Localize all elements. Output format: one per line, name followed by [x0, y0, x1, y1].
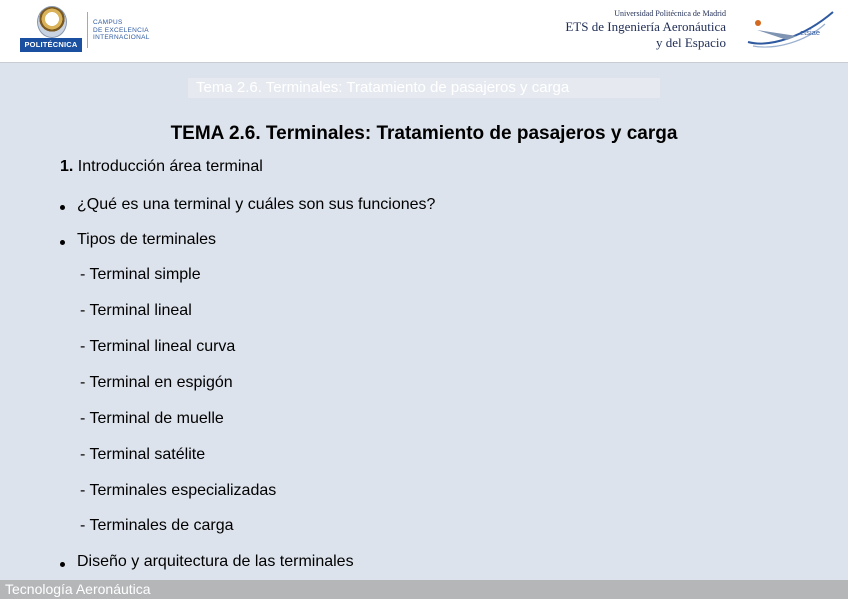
campus-line: CAMPUS	[93, 19, 123, 26]
sub-item: - Terminales de carga	[80, 517, 234, 534]
university-name: Universidad Politécnica de Madrid	[614, 9, 726, 18]
bullet-item: Diseño y arquitectura de las terminales	[77, 553, 354, 570]
sub-item: - Terminal de muelle	[80, 410, 224, 427]
etsiae-label: etsiae	[800, 28, 821, 37]
logo-divider	[87, 12, 88, 48]
slide-footer	[0, 580, 848, 599]
slide-header	[0, 0, 848, 63]
school-name-line1: ETS de Ingeniería Aeronáutica	[565, 19, 726, 34]
numbered-item	[60, 157, 263, 177]
bullet-icon	[60, 205, 65, 210]
campus-line: DE EXCELENCIA	[93, 26, 149, 34]
school-name-line2: y del Espacio	[655, 35, 726, 50]
campus-excelencia-logo	[93, 19, 150, 42]
sub-item: - Terminal lineal	[80, 302, 192, 319]
sub-item: - Terminal satélite	[80, 446, 206, 463]
etsiae-logo-icon	[745, 6, 835, 56]
sub-item: - Terminal simple	[80, 266, 201, 283]
sub-item: - Terminal en espigón	[80, 374, 233, 391]
bullet-item: Tipos de terminales	[77, 231, 217, 248]
item-number: 1.	[60, 158, 74, 175]
crest-icon	[37, 6, 67, 38]
politecnica-label: POLITÉCNICA	[20, 38, 82, 52]
bullet-icon	[60, 562, 65, 567]
upm-logo	[20, 6, 82, 56]
sub-item: - Terminales especializadas	[80, 482, 277, 499]
bullet-item: ¿Qué es una terminal y cuáles son sus funciones?	[77, 196, 436, 213]
bullet-icon	[60, 240, 65, 245]
footer-text: Tecnología Aeronáutica	[5, 581, 151, 597]
school-name	[565, 8, 726, 51]
slide-subtitle: Tema 2.6. Terminales: Tratamiento de pasajeros y carga	[196, 79, 570, 96]
slide-title: TEMA 2.6. Terminales: Tratamiento de pasajeros y carga	[170, 123, 678, 144]
sub-item: - Terminal lineal curva	[80, 338, 236, 355]
campus-line: INTERNACIONAL	[93, 34, 150, 41]
item-text: Introducción área terminal	[77, 158, 263, 175]
